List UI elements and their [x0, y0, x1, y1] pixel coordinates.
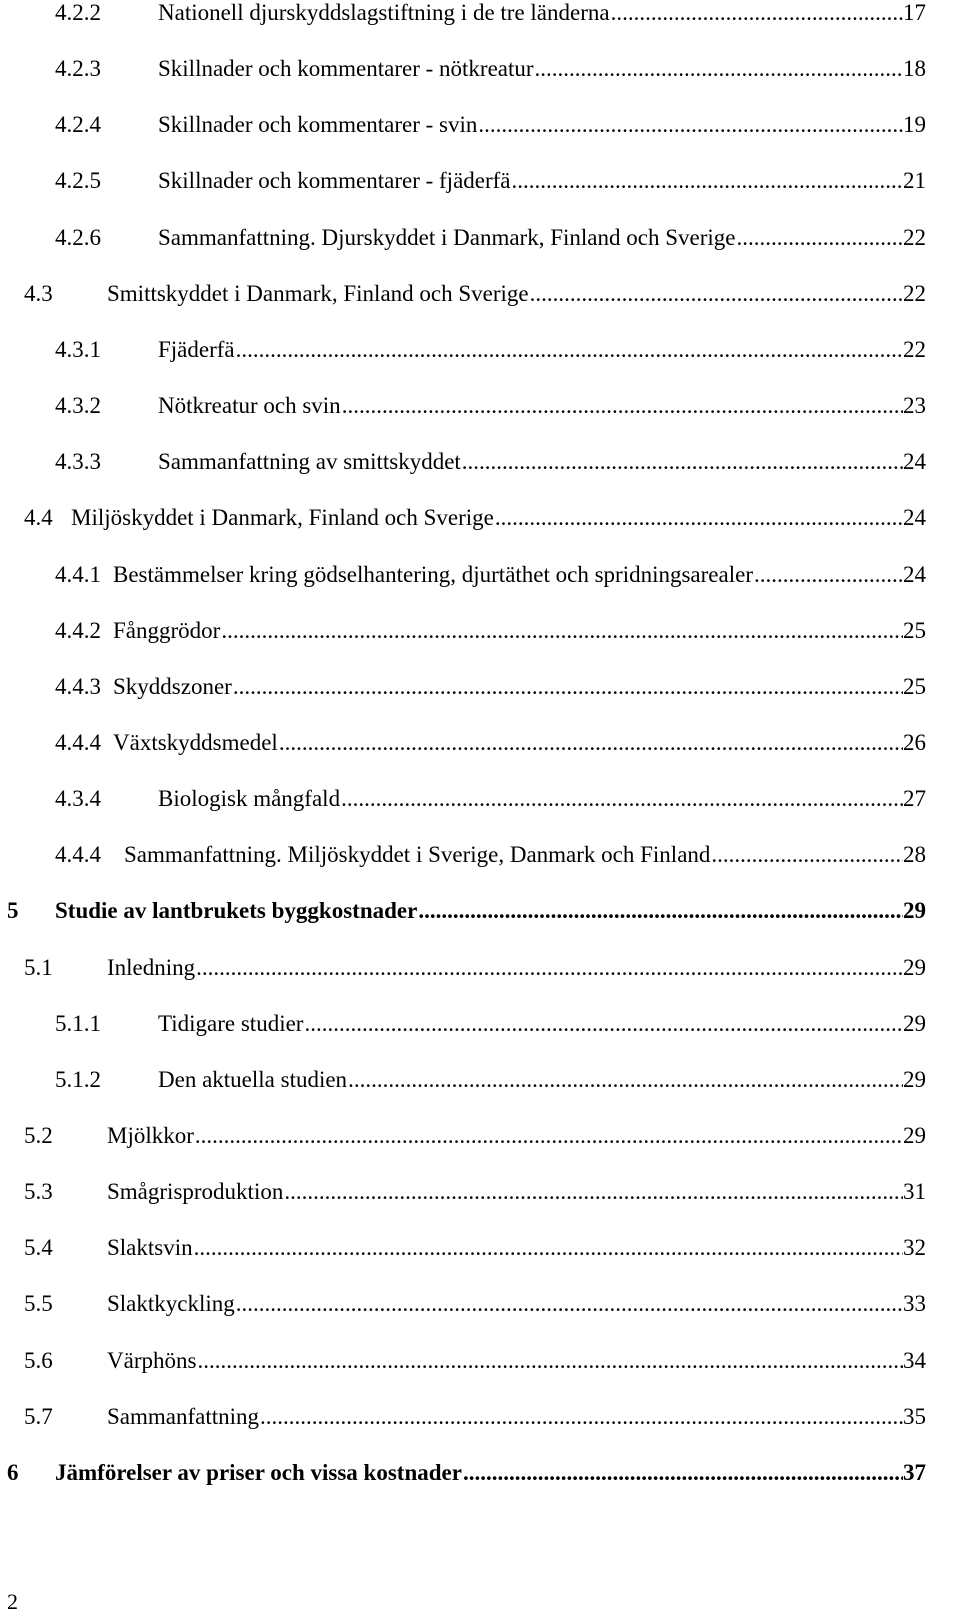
toc-dot-leader: [494, 503, 903, 533]
toc-dot-leader: [303, 1009, 903, 1039]
toc-entry-body: [55, 896, 926, 926]
toc-entry-body: [158, 110, 926, 140]
toc-entry-body: [113, 672, 926, 702]
toc-entry-title: Smågrisproduktion: [107, 1179, 284, 1205]
toc-entry-title: Skyddszoner: [113, 673, 232, 699]
toc-entry-body: [107, 1121, 926, 1151]
toc-entry-title: Smittskyddet i Danmark, Finland och Sverige: [107, 280, 529, 306]
toc-entry[interactable]: [0, 560, 926, 590]
toc-entry-page: 34: [903, 1347, 926, 1373]
toc-entry-number: 5.1.1: [55, 1010, 101, 1036]
toc-entry-body: [107, 1346, 926, 1376]
toc-entry-page: 22: [903, 280, 926, 306]
toc-dot-leader: [278, 728, 903, 758]
toc-dot-leader: [534, 54, 903, 84]
toc-dot-leader: [193, 1233, 903, 1263]
toc-entry[interactable]: [0, 503, 926, 533]
toc-dot-leader: [610, 0, 903, 28]
toc-entry[interactable]: [0, 279, 926, 309]
toc-entry-body: [158, 784, 926, 814]
toc-dot-leader: [477, 110, 903, 140]
toc-entry-page: 37: [903, 1459, 926, 1485]
toc-entry-number: 4.2.4: [55, 112, 101, 138]
toc-dot-leader: [195, 953, 903, 983]
toc-entry[interactable]: [0, 335, 926, 365]
toc-entry-number: 5.1: [24, 954, 53, 980]
toc-entry[interactable]: [0, 1346, 926, 1376]
toc-entry-page: 25: [903, 617, 926, 643]
toc-entry-body: [107, 1177, 926, 1207]
toc-entry-title: Sammanfattning: [107, 1403, 260, 1429]
toc-dot-leader: [235, 1289, 903, 1319]
toc-entry-number: 4.2.3: [55, 56, 101, 82]
toc-entry-title: Nationell djurskyddslagstiftning i de tre länderna: [158, 0, 610, 25]
toc-entry-number: 5.3: [24, 1179, 53, 1205]
toc-entry-title: Bestämmelser kring gödselhantering, djurtäthet och spridningsarealer: [113, 561, 753, 587]
toc-entry-body: [158, 223, 926, 253]
toc-entry-title: Mjölkkor: [107, 1123, 194, 1148]
toc-entry-title: Fjäderfä: [158, 336, 235, 362]
toc-entry-number: 4.3.1: [55, 336, 101, 362]
toc-dot-leader: [232, 672, 903, 702]
toc-entry[interactable]: [0, 672, 926, 702]
toc-entry-title: Skillnader och kommentarer - fjäderfä: [158, 168, 511, 194]
toc-dot-leader: [235, 335, 903, 365]
toc-entry-page: 29: [903, 1123, 926, 1148]
toc-entry-number: 4.2.6: [55, 224, 101, 250]
toc-entry-title: Skillnader och kommentarer - nötkreatur: [158, 56, 534, 82]
toc-entry-body: [107, 1233, 926, 1263]
toc-entry-page: 22: [903, 336, 926, 362]
toc-dot-leader: [511, 166, 903, 196]
toc-entry-title: Miljöskyddet i Danmark, Finland och Sverige: [71, 505, 494, 531]
toc-entry[interactable]: [0, 1177, 926, 1207]
toc-entry-number: 5.1.2: [55, 1066, 101, 1092]
toc-dot-leader: [529, 279, 903, 309]
toc-dot-leader: [196, 1346, 903, 1376]
toc-entry-body: [113, 616, 926, 646]
toc-entry[interactable]: [0, 1065, 926, 1095]
toc-entry[interactable]: [0, 166, 926, 196]
toc-entry-page: 29: [903, 898, 926, 924]
toc-dot-leader: [341, 391, 903, 421]
toc-entry-title: Värphöns: [107, 1347, 197, 1373]
toc-dot-leader: [340, 784, 903, 814]
toc-entry[interactable]: [0, 1009, 926, 1039]
toc-dot-leader: [220, 616, 903, 646]
toc-entry[interactable]: [0, 391, 926, 421]
toc-entry-page: 22: [903, 224, 926, 250]
toc-entry-page: 29: [903, 1010, 926, 1036]
toc-entry-title: Inledning: [107, 954, 196, 980]
toc-dot-leader: [735, 223, 903, 253]
toc-entry-page: 24: [903, 449, 926, 475]
toc-entry[interactable]: [0, 1458, 926, 1488]
toc-entry-number: 4.3.2: [55, 393, 101, 419]
toc-entry-page: 19: [903, 112, 926, 138]
toc-entry-body: [107, 953, 926, 983]
toc-entry-number: 4.2.2: [55, 0, 101, 25]
toc-entry-number: 4.3.4: [55, 786, 101, 812]
toc-entry-body: [124, 840, 926, 870]
toc-entry-title: Skillnader och kommentarer - svin: [158, 112, 478, 138]
toc-entry-body: [113, 560, 926, 590]
toc-entry-body: [71, 503, 926, 533]
toc-dot-leader: [417, 896, 903, 926]
toc-dot-leader: [753, 560, 903, 590]
toc-entry-page: 18: [903, 56, 926, 82]
toc-entry-body: [55, 1458, 926, 1488]
toc-entry-title: Jämförelser av priser och vissa kostnader: [55, 1459, 462, 1485]
toc-entry-title: Den aktuella studien: [158, 1066, 348, 1092]
toc-entry-number: 5.6: [24, 1347, 53, 1373]
toc-entry-page: 32: [903, 1235, 926, 1261]
toc-entry-title: Slaktkyckling: [107, 1291, 235, 1317]
toc-entry-body: [158, 391, 926, 421]
toc-entry-number: 5.5: [24, 1291, 53, 1317]
toc-entry-body: [107, 1402, 926, 1432]
toc-entry-number: 4.4.3: [55, 673, 101, 699]
toc-entry-page: 29: [903, 1066, 926, 1092]
toc-entry-page: 29: [903, 954, 926, 980]
toc-entry-number: 4.3: [24, 280, 53, 306]
toc-entry[interactable]: [0, 1233, 926, 1263]
toc-entry-title: Slaktsvin: [107, 1235, 193, 1261]
toc-entry-page: 21: [903, 168, 926, 194]
toc-entry-body: [158, 166, 926, 196]
toc-entry[interactable]: [0, 953, 926, 983]
toc-entry[interactable]: [0, 1121, 926, 1151]
toc-entry[interactable]: [0, 784, 926, 814]
toc-entry-number: 5.7: [24, 1403, 53, 1429]
toc-dot-leader: [283, 1177, 903, 1207]
toc-entry-title: Sammanfattning. Djurskyddet i Danmark, Finland och Sverige: [158, 224, 736, 250]
toc-entry[interactable]: [0, 54, 926, 84]
toc-entry-body: [107, 1289, 926, 1319]
toc-dot-leader: [259, 1402, 903, 1432]
toc-entry-page: 31: [903, 1179, 926, 1205]
toc-entry-page: 25: [903, 673, 926, 699]
toc-entry-title: Växtskyddsmedel: [113, 729, 278, 755]
toc-entry-body: [113, 728, 926, 758]
toc-entry[interactable]: [0, 223, 926, 253]
toc-entry-number: 5.2: [24, 1123, 53, 1148]
toc-entry-title: Sammanfattning av smittskyddet: [158, 449, 461, 475]
page-number: 2: [7, 1589, 18, 1614]
toc-entry-title: Tidigare studier: [158, 1010, 304, 1036]
toc-entry-number: 4.2.5: [55, 168, 101, 194]
toc-entry-title: Fånggrödor: [113, 617, 221, 643]
toc-dot-leader: [347, 1065, 903, 1095]
toc-entry-page: 27: [903, 786, 926, 812]
toc-entry-body: [158, 447, 926, 477]
toc-entry-page: 28: [903, 842, 926, 868]
toc-entry-number: 4.3.3: [55, 449, 101, 475]
toc-entry-page: 17: [903, 0, 926, 25]
toc-entry[interactable]: [0, 1402, 926, 1432]
toc-dot-leader: [710, 840, 903, 870]
toc-entry-body: [158, 1009, 926, 1039]
toc-entry-title: Sammanfattning. Miljöskyddet i Sverige, Danmark och Finland: [124, 842, 711, 868]
toc-entry-page: 24: [903, 561, 926, 587]
toc-entry[interactable]: [0, 447, 926, 477]
toc-dot-leader: [462, 1458, 903, 1488]
toc-entry-number: 5.4: [24, 1235, 53, 1261]
toc-entry-body: [158, 1065, 926, 1095]
toc-entry-page: 26: [903, 729, 926, 755]
toc-dot-leader: [194, 1121, 903, 1151]
toc-entry-page: 24: [903, 505, 926, 531]
toc-entry-number: 4.4.1: [55, 561, 101, 587]
toc-entry[interactable]: [0, 840, 926, 870]
toc-entry-body: [107, 279, 926, 309]
toc-entry-number: 5: [7, 898, 19, 924]
toc-entry-body: [158, 335, 926, 365]
toc-entry-title: Nötkreatur och svin: [158, 393, 341, 419]
toc-dot-leader: [461, 447, 903, 477]
toc-entry[interactable]: [0, 1289, 926, 1319]
toc-entry[interactable]: [0, 896, 926, 926]
toc-entry-page: 23: [903, 393, 926, 419]
toc-entry-number: 4.4.4: [55, 729, 101, 755]
toc-entry-number: 4.4.2: [55, 617, 101, 643]
toc-entry-number: 6: [7, 1459, 19, 1485]
toc-entry[interactable]: [0, 616, 926, 646]
toc-entry-title: Studie av lantbrukets byggkostnader: [55, 898, 418, 924]
toc-entry-body: [158, 0, 926, 28]
toc-entry-number: 4.4.4: [55, 842, 101, 868]
toc-entry[interactable]: [0, 110, 926, 140]
toc-entry-title: Biologisk mångfald: [158, 786, 341, 812]
toc-entry[interactable]: [0, 728, 926, 758]
toc-entry-page: 35: [903, 1403, 926, 1429]
toc-entry[interactable]: [0, 0, 926, 28]
toc-entry-body: [158, 54, 926, 84]
toc-entry-number: 4.4: [24, 505, 53, 531]
toc-entry-page: 33: [903, 1291, 926, 1317]
